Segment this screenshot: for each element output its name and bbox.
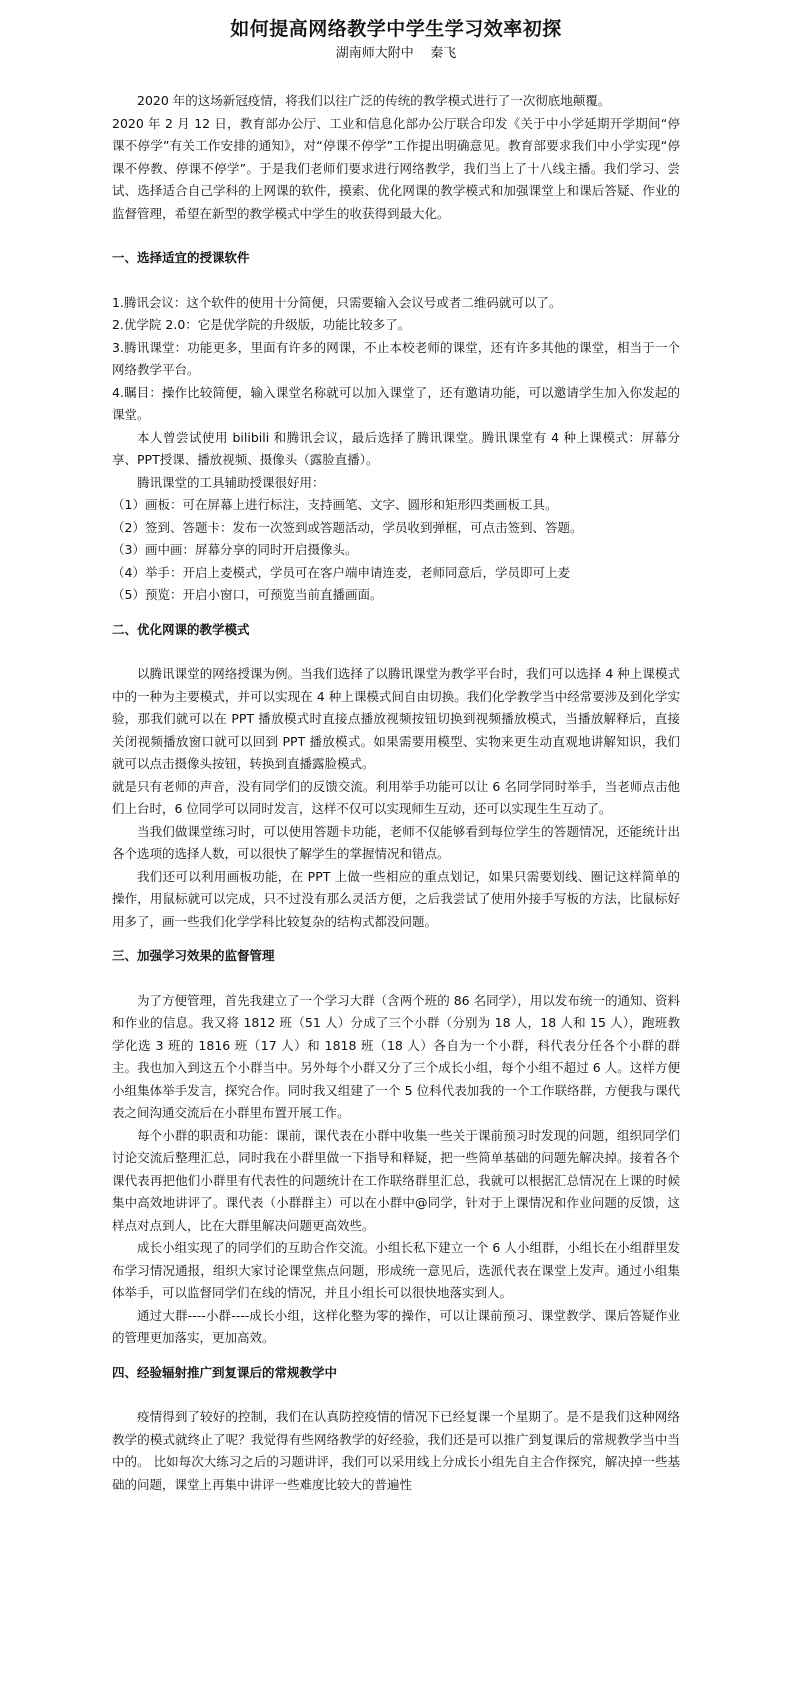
software-item: 4.瞩目：操作比较简便，输入课堂名称就可以加入课堂了，还有邀请功能，可以邀请学生加入你发起的课堂。 bbox=[112, 384, 680, 422]
tool-item: （3）画中画：屏幕分享的同时开启摄像头。 bbox=[112, 542, 358, 557]
tool-item: （1）画板：可在屏幕上进行标注，支持画笔、文字、圆形和矩形四类画板工具。 bbox=[112, 497, 558, 512]
software-item: 2.优学院 2.0：它是优学院的升级版，功能比较多了。 bbox=[112, 317, 411, 332]
section1-paragraph: 本人曾尝试使用 bilibili 和腾讯会议，最后选择了腾讯课堂。腾讯课堂有 4 种上课模式：屏幕分享、PPT授课、播放视频、摄像头（露脸直播）。 bbox=[112, 429, 680, 467]
section2-paragraph: 就是只有老师的声音，没有同学们的反馈交流。利用举手功能可以让 6 名同学同时举手，当老师点击他们上台时，6 位同学可以同时发言，这样不仅可以实现师生互动，还可以实现生生互动了。 bbox=[112, 778, 680, 816]
section3-paragraph: 为了方便管理，首先我建立了一个学习大群（含两个班的 86 名同学），用以发布统一的通知、资料和作业的信息。我又将 1812 班（51 人）分成了三个小群（分别为 18 人，18 人和 15 人），跑班教学化选 3 班的 1816 班（17 人）和 1818 班（18 人）各自为一个小群，科代表分任各个小群的群主。我也加入到这五个小群当中。另外每个小群又分了三个成长小组，每个小组不超过 6 人。这样方便小组集体举手发言，探究合作。同时我又组建了一个 5 位科代表加我的一个工作联络群，方便我与课代表之间沟通交流后在小群里布置开展工作。 bbox=[112, 992, 680, 1120]
tool-item: （5）预览：开启小窗口，可预览当前直播画面。 bbox=[112, 587, 383, 602]
section2-paragraph: 当我们做课堂练习时，可以使用答题卡功能，老师不仅能够看到每位学生的答题情况，还能统计出各个选项的选择人数，可以很快了解学生的掌握情况和错点。 bbox=[112, 823, 680, 861]
document-body bbox=[112, 16, 680, 1496]
section-heading-4: 四、经验辐射推广到复课后的常规教学中 bbox=[112, 1364, 338, 1380]
tool-item: （2）签到、答题卡：发布一次签到或答题活动，学员收到弹框，可点击签到、答题。 bbox=[112, 519, 583, 535]
section-heading-2: 二、优化网课的教学模式 bbox=[112, 621, 250, 637]
section1-paragraph: 腾讯课堂的工具辅助授课很好用： bbox=[137, 474, 325, 490]
section-heading-1: 一、选择适宜的授课软件 bbox=[112, 250, 250, 265]
section3-paragraph: 每个小群的职责和功能：课前，课代表在小群中收集一些关于课前预习时发现的问题，组织同学们讨论交流后整理汇总，同时我在小群里做一下指导和释疑，把一些简单基础的问题先解决掉。接着各个课代表再把他们小群里有代表性的问题统计在工作联络群里汇总，我就可以根据汇总情况在上课的时候集中高效地讲评了。课代表（小群群主）可以在小群中@同学，针对于上课情况和作业问题的反馈，这样点对点到人，比在大群里解决问题更高效些。 bbox=[112, 1127, 680, 1233]
section2-paragraph: 我们还可以利用画板功能，在 PPT 上做一些相应的重点划记，如果只需要划线、圈记这样简单的操作，用鼠标就可以完成，只不过没有那么灵活方便，之后我尝试了使用外接手写板的方法，比鼠标好用多了，画一些我们化学学科比较复杂的结构式都没问题。 bbox=[112, 868, 680, 929]
section2-paragraph: 以腾讯课堂的网络授课为例。当我们选择了以腾讯课堂为教学平台时，我们可以选择 4 种上课模式中的一种为主要模式，并可以实现在 4 种上课模式间自由切换。我们化学教学当中经常要涉及到化学实验，那我们就可以在 PPT 播放模式时直接点播放视频按钮切换到视频播放模式，当播放解释后，直接关闭视频播放窗口就可以回到 PPT 播放模式。如果需要用模型、实物来更生动直观地讲解知识，我们就可以点击摄像头按钮，转换到直播露脸模式。 bbox=[112, 666, 680, 771]
section3-paragraph: 成长小组实现了的同学们的互助合作交流。小组长私下建立一个 6 人小组群，小组长在小组群里发布学习情况通报，组织大家讨论课堂焦点问题，形成统一意见后，选派代表在课堂上发声。通过小组集体举手，可以监督同学们在线的情况，并且小组长可以很快地落实到人。 bbox=[112, 1240, 680, 1300]
software-item: 1.腾讯会议：这个软件的使用十分简便，只需要输入会议号或者二维码就可以了。 bbox=[112, 294, 562, 310]
section-heading-3: 三、加强学习效果的监督管理 bbox=[112, 948, 275, 963]
software-item: 3.腾讯课堂：功能更多，里面有许多的网课，不止本校老师的课堂，还有许多其他的课堂，相当于一个网络教学平台。 bbox=[112, 339, 680, 377]
tool-item: （4）举手：开启上麦模式，学员可在客户端申请连麦，老师同意后，学员即可上麦 bbox=[112, 564, 570, 580]
document-title: 如何提高网络教学中学生学习效率初探 bbox=[230, 18, 562, 40]
author-line: 湖南师大附中 秦飞 bbox=[335, 46, 457, 61]
section3-paragraph: 通过大群----小群----成长小组，这样化整为零的操作，可以让课前预习、课堂教学、课后答疑作业的管理更加落实，更加高效。 bbox=[112, 1307, 680, 1345]
section4-paragraph: 疫情得到了较好的控制，我们在认真防控疫情的情况下已经复课一个星期了。是不是我们这种网络教学的模式就终止了呢？我觉得有些网络教学的好经验，我们还是可以推广到复课后的常规教学当中当中的。 比如每次大练习之后的习题讲评，我们可以采用线上分成长小组先自主合作探究，解决掉一些基础的问题，课堂上再集中讲评一些难度比较大的普遍性 bbox=[112, 1409, 680, 1492]
intro-paragraph-1: 2020 年的这场新冠疫情，将我们以往广泛的传统的教学模式进行了一次彻底地颠覆。 bbox=[137, 93, 611, 108]
intro-paragraph-2: 2020 年 2 月 12 日，教育部办公厅、工业和信息化部办公厅联合印发《关于中小学延期开学期间“停课不停学”有关工作安排的通知》，对“停课不停学”工作提出明确意见。教育部要求我们中小学实现“停课不停教、停课不停学”。于是我们老师们要求进行网络教学，我们当上了十八线主播。我们学习、尝试、选择适合自己学科的上网课的软件，摸索、优化网课的教学模式和加强课堂上和课后答疑、作业的监督管理，希望在新型的教学模式中学生的收获得到最大化。 bbox=[112, 115, 680, 221]
